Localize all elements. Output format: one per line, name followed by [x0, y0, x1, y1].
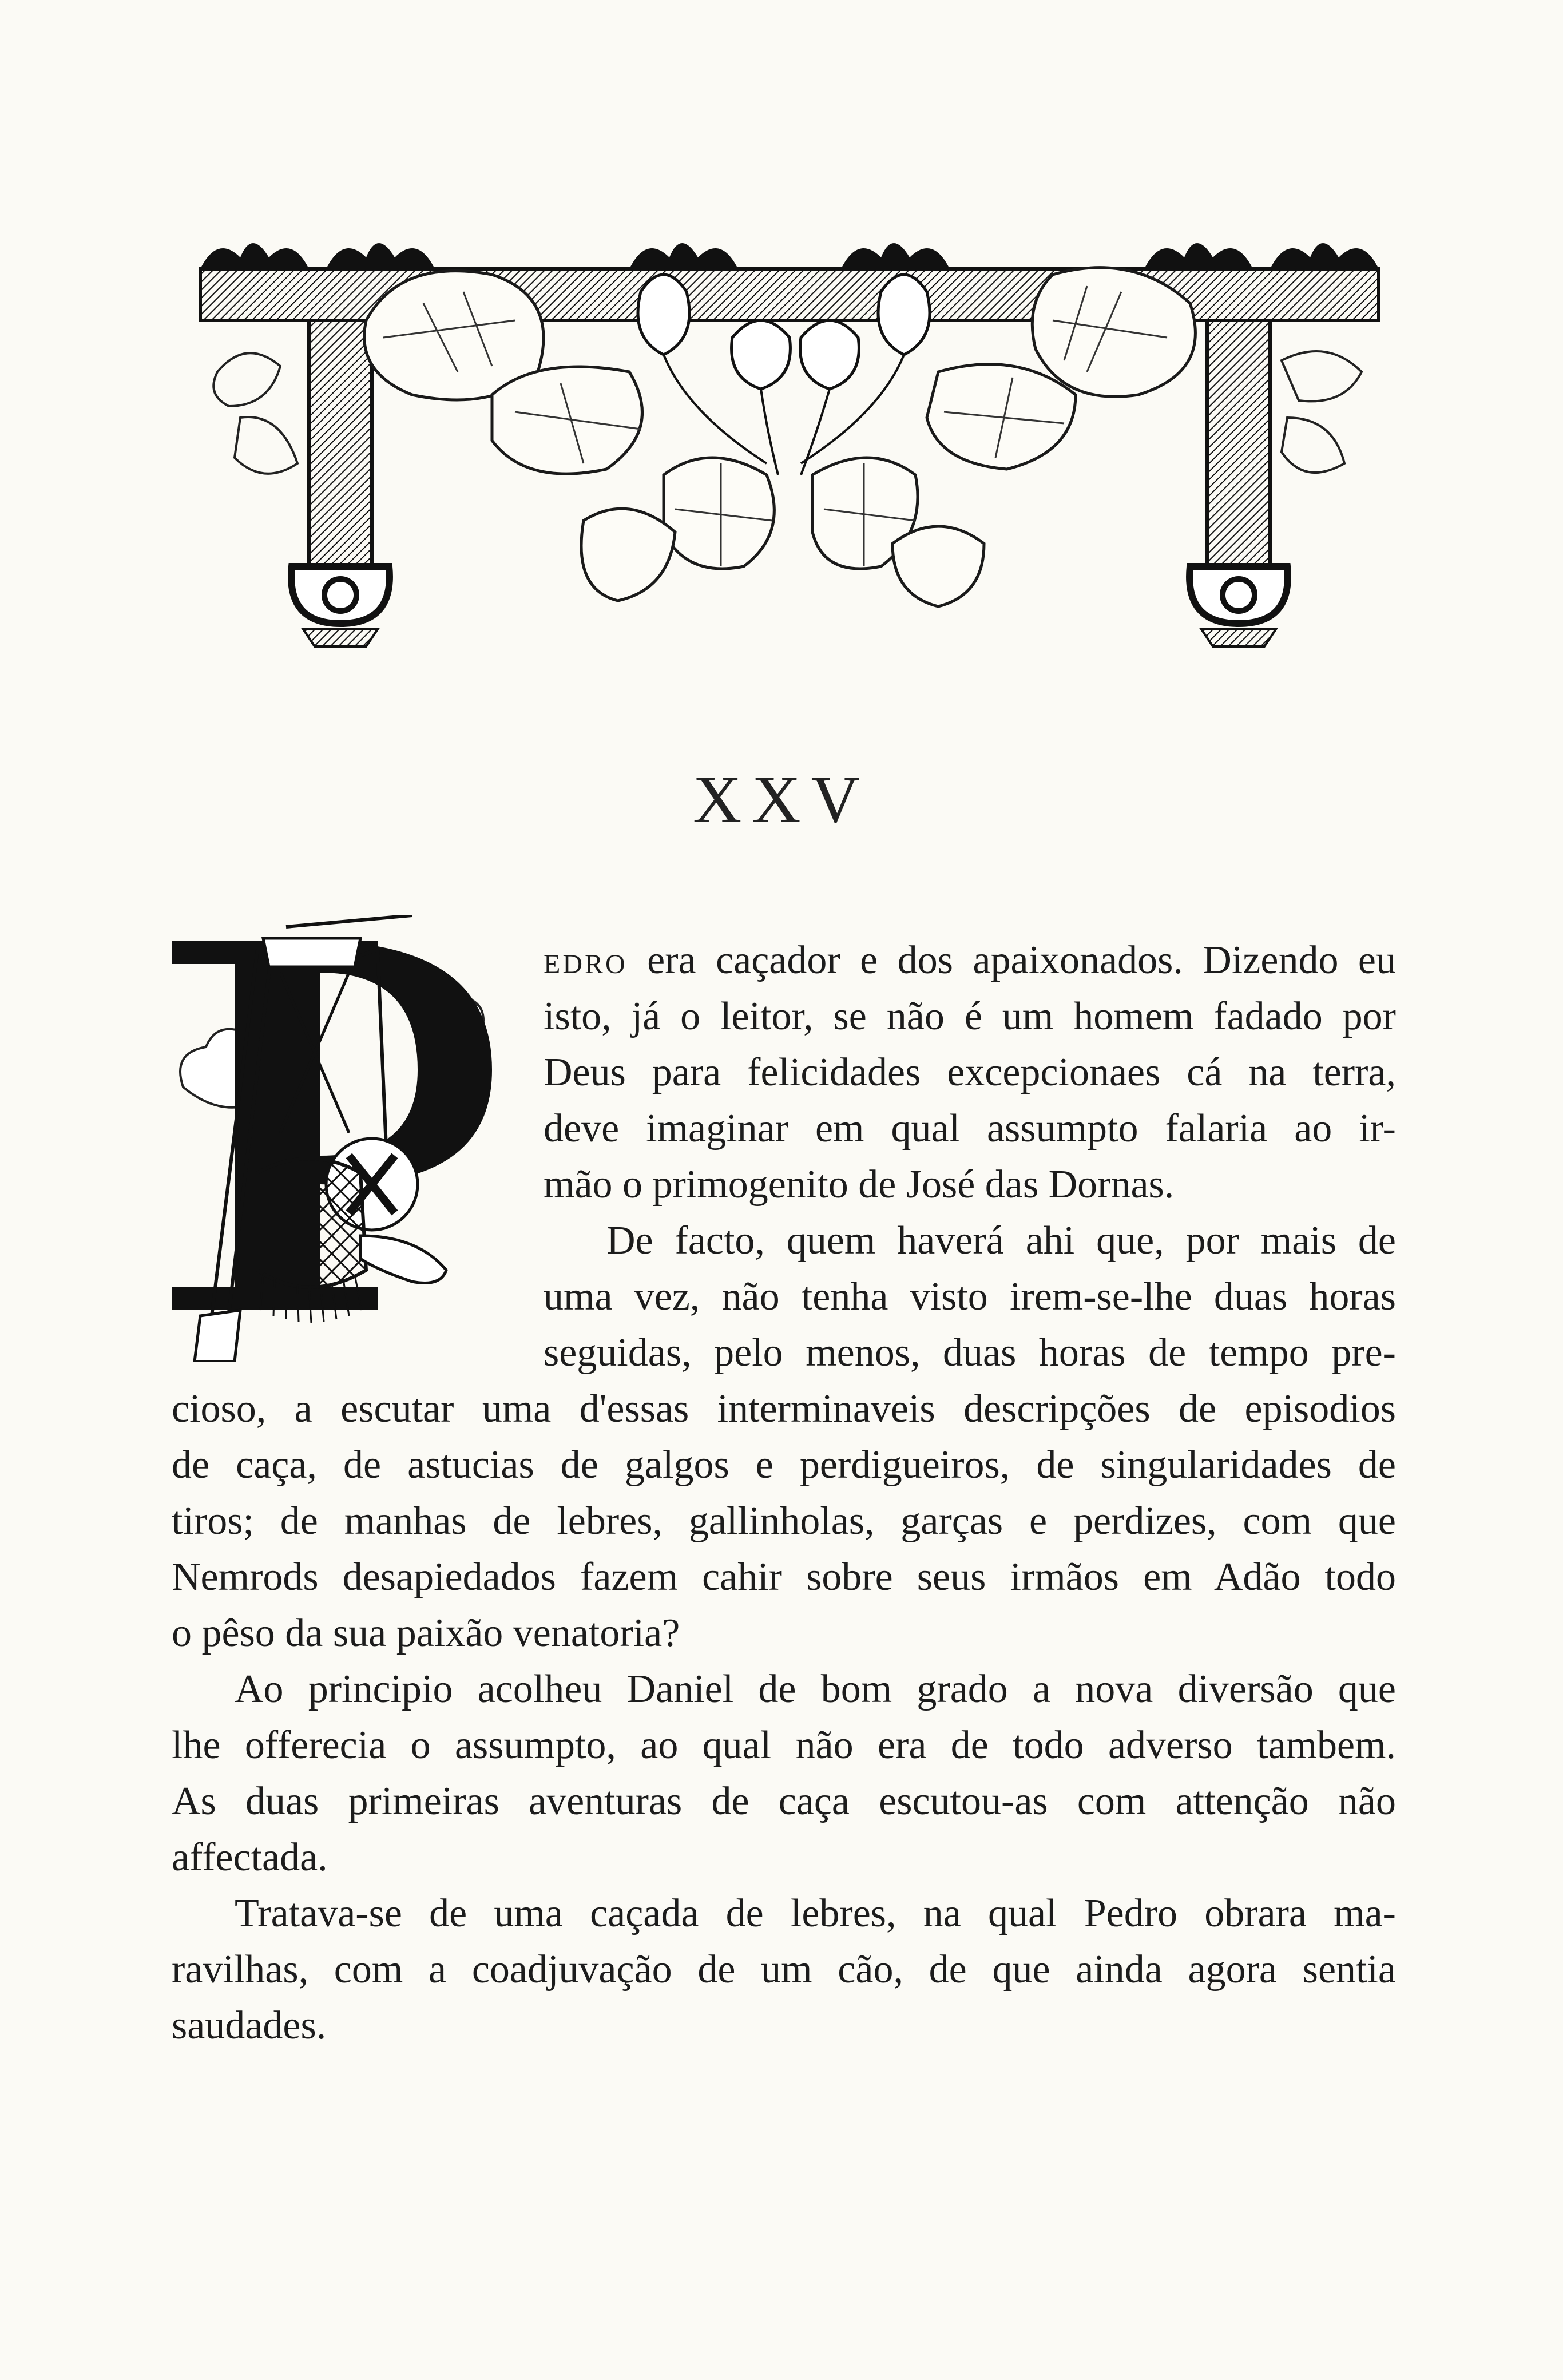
first-word-smallcaps: EDRO [544, 949, 628, 979]
paragraph-line: saudades. [172, 2004, 327, 2048]
paragraph-line: uma vez, não tenha visto irem-se-lhe duas horas [544, 1275, 1396, 1319]
paragraph-line: De facto, quem haverá ahi que, por mais de [606, 1219, 1396, 1263]
paragraph-line: cioso, a escutar uma d'essas interminaveis descripções de episodios [172, 1387, 1396, 1431]
chapter-body-text [172, 933, 1396, 2054]
first-line-rest: era caçador e dos apaixonados. Dizendo eu [627, 938, 1396, 982]
paragraph-line: mão o primogenito de José das Dornas. [544, 1163, 1175, 1207]
paragraph-line: lhe offerecia o assumpto, ao qual não era de todo adverso tambem. [172, 1723, 1396, 1767]
paragraph-line: de caça, de astucias de galgos e perdigueiros, de singularidades de [172, 1443, 1396, 1487]
paragraph-line: Deus para felicidades excepcionaes cá na terra, [544, 1050, 1396, 1094]
paragraph-line: Tratava-se de uma caçada de lebres, na qual Pedro obrara ma- [235, 1891, 1396, 1935]
paragraph-line: o pêso da sua paixão venatoria? [172, 1611, 680, 1655]
paragraph-line: Nemrods desapiedados fazem cahir sobre seus irmãos em Adão todo [172, 1555, 1396, 1599]
floral-headpiece-ornament [195, 223, 1385, 658]
chapter-number: XXV [693, 762, 870, 837]
paragraph-line: isto, já o leitor, se não é um homem fadado por [544, 994, 1396, 1038]
paragraph-line: ravilhas, com a coadjuvação de um cão, de que ainda agora sentia [172, 1947, 1396, 1992]
paragraph-line: As duas primeiras aventuras de caça escutou-as com attenção não [172, 1779, 1396, 1823]
paragraph-line: affectada. [172, 1835, 328, 1879]
paragraph-line: tiros; de manhas de lebres, gallinholas, garças e perdizes, com que [172, 1499, 1396, 1543]
paragraph-line [544, 933, 1396, 989]
paragraph-line: Ao principio acolheu Daniel de bom grado a nova diversão que [235, 1667, 1396, 1711]
paragraph-line: deve imaginar em qual assumpto falaria ao ir- [544, 1106, 1396, 1151]
paragraph-line: seguidas, pelo menos, duas horas de tempo pre- [544, 1331, 1396, 1375]
